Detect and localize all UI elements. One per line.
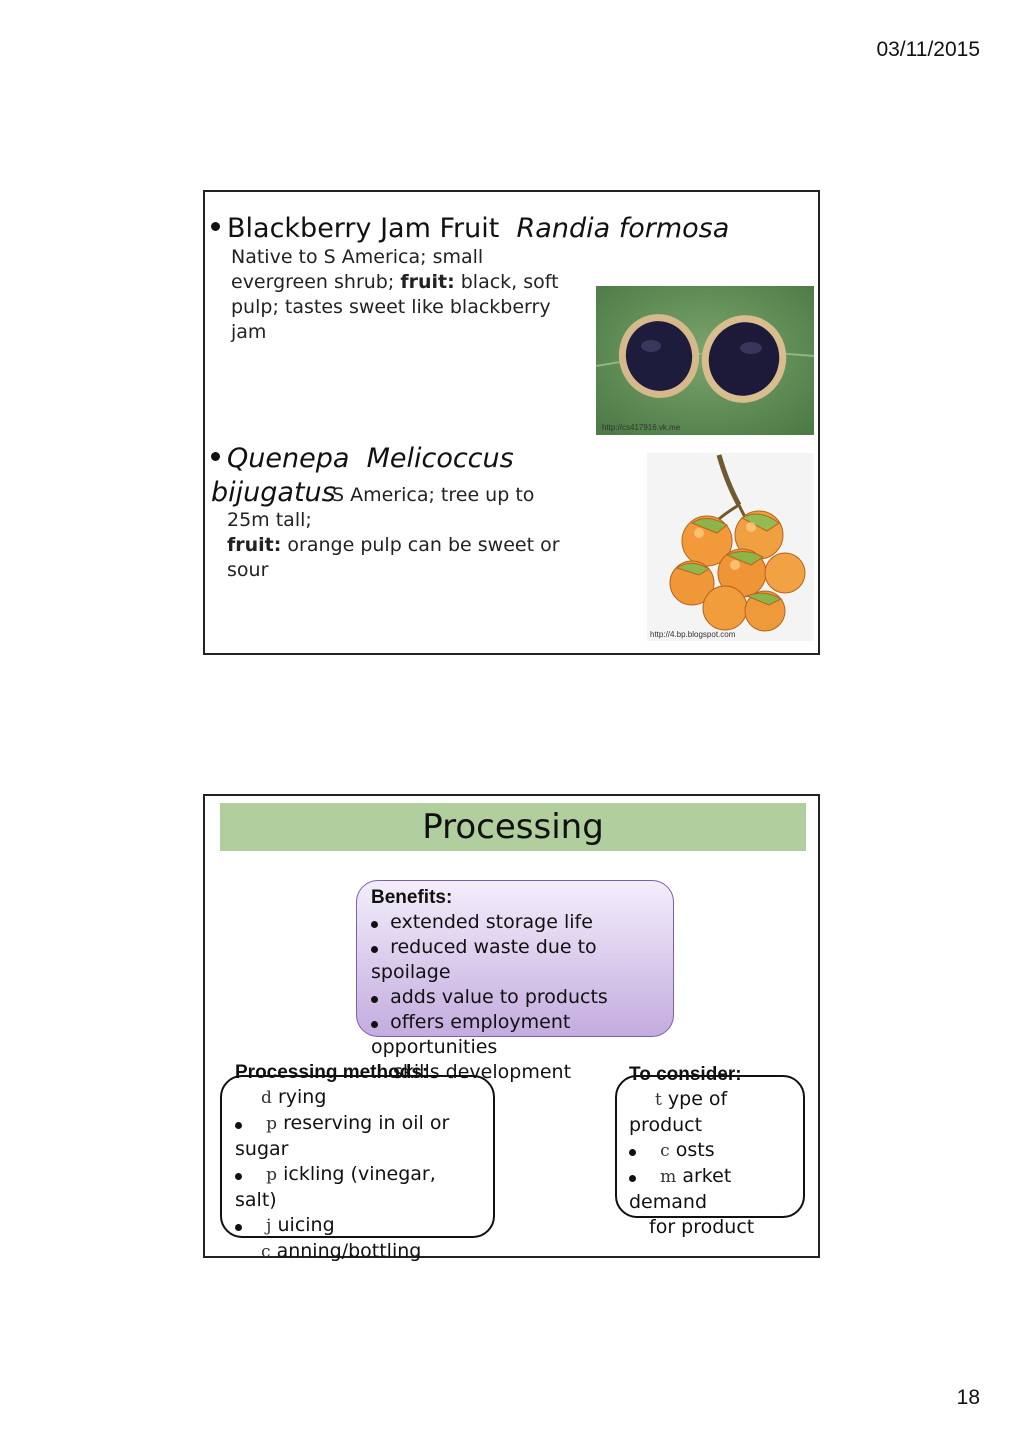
item2-line: sour xyxy=(227,559,269,581)
bullet-icon xyxy=(211,222,220,231)
item1-name: Blackberry Jam Fruit xyxy=(227,213,500,244)
item2-name: Quenepa xyxy=(227,443,350,474)
bullet-icon xyxy=(235,1173,242,1180)
methods-text xyxy=(235,1060,449,1265)
consider-item-continued: for product xyxy=(649,1216,755,1238)
slide-processing xyxy=(203,794,820,1262)
method-item: c anning/bottling xyxy=(261,1240,422,1262)
consider-item-continued: product xyxy=(629,1114,703,1136)
item1-line: jam xyxy=(231,321,267,343)
benefit-item: skills development xyxy=(393,1061,572,1083)
bullet-icon xyxy=(371,996,378,1003)
consider-item: c osts xyxy=(629,1138,754,1164)
bullet-icon xyxy=(629,1149,636,1156)
method-item: p ickling (vinegar, xyxy=(235,1162,449,1188)
item2-scientific-genus: Melicoccus xyxy=(366,443,514,474)
methods-title: Processing methods: xyxy=(235,1062,429,1083)
bullet-icon xyxy=(235,1122,242,1129)
method-item-continued: salt) xyxy=(235,1189,277,1211)
item2-heading xyxy=(211,442,514,476)
bullet-icon xyxy=(629,1175,636,1182)
blackberry-jam-fruit-photo xyxy=(596,286,814,435)
photo-credit: http://cs417916.vk.me xyxy=(602,423,681,432)
bullet-icon xyxy=(371,946,378,953)
method-item-continued: sugar xyxy=(235,1138,289,1160)
benefit-item-continued: opportunities xyxy=(371,1036,498,1058)
benefits-text xyxy=(371,885,608,1085)
item2-line: S America; tree up to xyxy=(332,484,535,506)
benefit-item: adds value to products xyxy=(371,985,608,1010)
benefits-title: Benefits: xyxy=(371,887,453,908)
quenepa-fruit-photo xyxy=(647,453,814,641)
bullet-icon xyxy=(211,452,220,461)
method-item: d rying xyxy=(261,1086,327,1108)
page-number: 18 xyxy=(956,1386,980,1409)
item2-line: 25m tall; xyxy=(227,509,312,531)
benefit-item: reduced waste due to xyxy=(371,935,608,960)
benefit-item: extended storage life xyxy=(371,910,608,935)
consider-item: m arket xyxy=(629,1164,754,1190)
item1-line: evergreen shrub; fruit: black, soft xyxy=(231,271,559,293)
item2-scientific-species: bijugatus xyxy=(211,477,336,508)
item2-line: fruit: orange pulp can be sweet or xyxy=(227,534,560,556)
bullet-icon xyxy=(371,921,378,928)
consider-title: To consider: xyxy=(629,1064,742,1085)
consider-item: t ype of xyxy=(655,1088,728,1110)
bullet-icon xyxy=(371,1021,378,1028)
consider-item-continued: demand xyxy=(629,1191,708,1213)
item1-heading xyxy=(211,212,729,246)
benefit-item-continued: spoilage xyxy=(371,961,451,983)
consider-text xyxy=(629,1062,754,1240)
method-item: j uicing xyxy=(235,1213,449,1239)
slide-date: 03/11/2015 xyxy=(876,38,980,61)
item1-scientific-name: Randia formosa xyxy=(516,213,730,244)
benefit-item: offers employment xyxy=(371,1010,608,1035)
photo-credit: http://4.bp.blogspot.com xyxy=(650,630,736,639)
slide-title: Processing xyxy=(220,803,806,851)
method-item: p reserving in oil or xyxy=(235,1111,449,1137)
slide-fruits xyxy=(203,190,820,655)
bullet-icon xyxy=(235,1224,242,1231)
item1-description xyxy=(231,245,559,345)
item1-line: Native to S America; small xyxy=(231,246,484,268)
item1-line: pulp; tastes sweet like blackberry xyxy=(231,296,551,318)
